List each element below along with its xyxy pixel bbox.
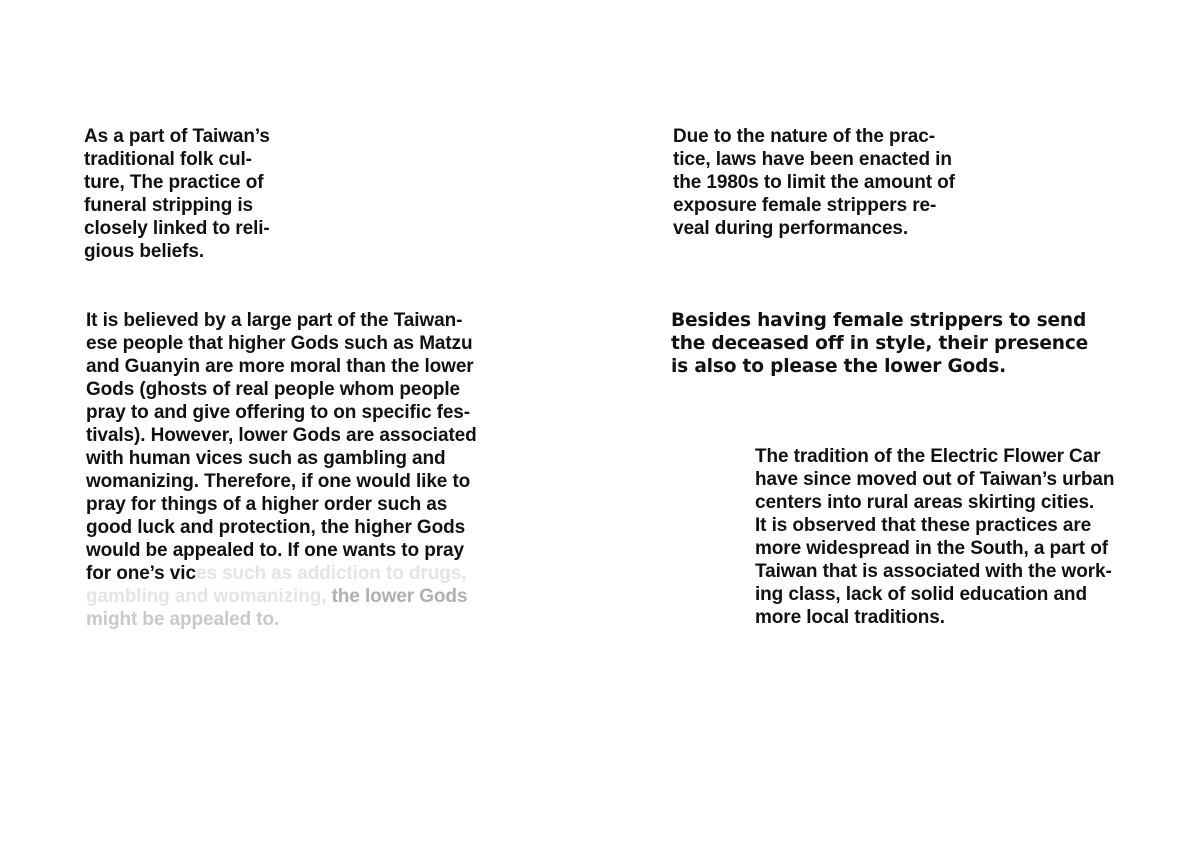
text-line: have since moved out of Taiwan’s urban [755, 469, 1115, 490]
fading-text-solid: for one’s vic [86, 563, 196, 584]
fading-text-line [86, 562, 526, 585]
text-line: As a part of Taiwan’s [84, 126, 270, 147]
text-line: more widespread in the South, a part of [755, 538, 1108, 559]
text-line: ese people that higher Gods such as Matzu [86, 333, 473, 354]
fading-text-line [86, 585, 526, 608]
text-line: funeral stripping is [84, 195, 254, 216]
text-line: Due to the nature of the prac- [673, 126, 935, 147]
text-line: veal during performances. [673, 218, 909, 239]
text-line: the 1980s to limit the amount of [673, 172, 955, 193]
fading-text-faded: es such as addiction to drugs, [195, 563, 467, 584]
text-line: It is believed by a large part of the Taiwan- [86, 310, 463, 331]
text-line: The tradition of the Electric Flower Car [755, 446, 1101, 467]
tradition-paragraph [755, 445, 1175, 629]
text-line: Besides having female strippers to send [671, 310, 1087, 331]
text-line: tice, laws have been enacted in [673, 149, 952, 170]
text-line: It is observed that these practices are [755, 515, 1092, 536]
text-line: pray to and give offering to on specific fes- [86, 402, 470, 423]
text-line: ing class, lack of solid education and [755, 584, 1087, 605]
text-line: is also to please the lower Gods. [671, 356, 1006, 377]
laws-paragraph [673, 125, 993, 240]
text-line: more local traditions. [755, 607, 945, 628]
text-line: and Guanyin are more moral than the lower [86, 356, 474, 377]
text-line: the deceased off in style, their presence [671, 333, 1089, 354]
text-line: exposure female strippers re- [673, 195, 937, 216]
text-line: gious beliefs. [84, 241, 205, 262]
text-line: ture, The practice of [84, 172, 264, 193]
fading-text-washed: gambling and womanizing, [86, 586, 327, 607]
text-line: womanizing. Therefore, if one would like to [86, 471, 471, 492]
emphasis-paragraph [671, 309, 1131, 378]
text-line: traditional folk cul- [84, 149, 252, 170]
intro-paragraph [84, 125, 344, 263]
text-line: tivals). However, lower Gods are associated [86, 425, 477, 446]
beliefs-paragraph [86, 309, 526, 631]
fading-text-line: might be appealed to. [86, 609, 280, 630]
text-line: Gods (ghosts of real people whom people [86, 379, 461, 400]
text-line: pray for things of a higher order such as [86, 494, 448, 515]
text-line: Taiwan that is associated with the work- [755, 561, 1112, 582]
text-line: centers into rural areas skirting cities. [755, 492, 1095, 513]
fading-text-faded: the lower Gods [326, 586, 468, 607]
text-line: closely linked to reli- [84, 218, 270, 239]
text-line: would be appealed to. If one wants to pray [86, 540, 464, 561]
text-line: good luck and protection, the higher Gods [86, 517, 466, 538]
text-line: with human vices such as gambling and [86, 448, 446, 469]
